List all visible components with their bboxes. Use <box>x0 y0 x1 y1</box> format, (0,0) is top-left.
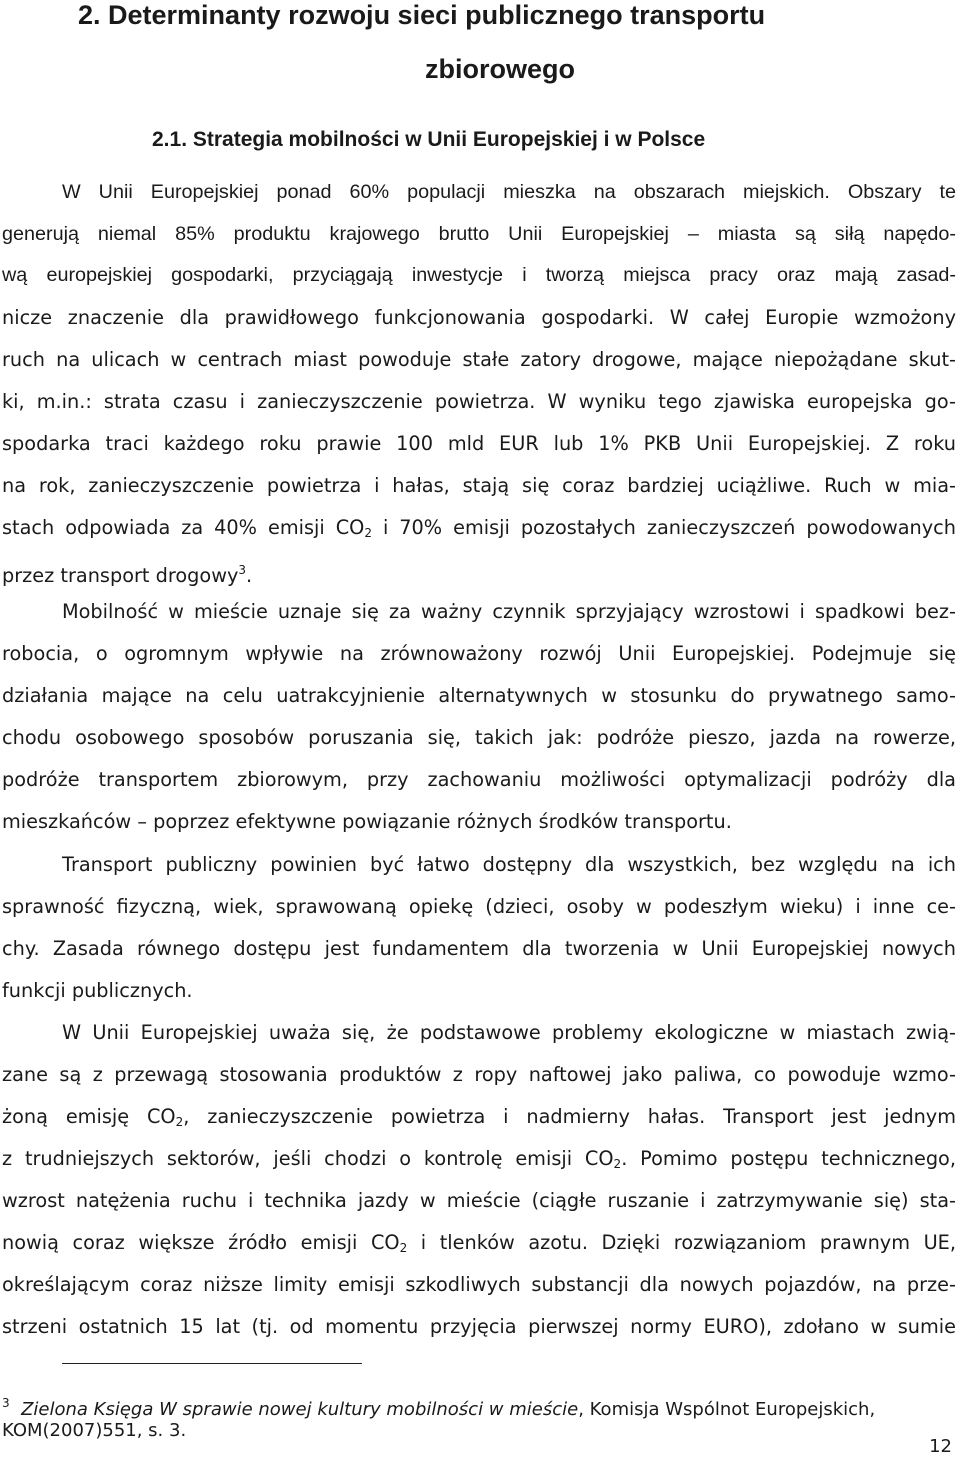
text-span: i 70% emisji pozostałych zanieczyszczeń powodowanych <box>371 516 956 539</box>
body-line: wzrost natężenia ruchu i technika jazdy w mieście (ciągłe ruszanie i zatrzymywanie się) sta- <box>2 1189 956 1212</box>
body-line: na rok, zanieczyszczenie powietrza i hałas, stają się coraz bardziej uciążliwe. Ruch w mia- <box>2 474 956 497</box>
footnote-separator <box>62 1363 362 1364</box>
footnote-line: KOM(2007)551, s. 3. <box>2 1420 187 1441</box>
text-span: . Pomimo postępu technicznego, <box>621 1147 956 1170</box>
body-line: nicze znaczenie dla prawidłowego funkcjonowania gospodarki. W całej Europie wzmożony <box>2 306 956 329</box>
footnote-ref: 3 <box>238 563 247 577</box>
page-number: 12 <box>929 1436 952 1457</box>
text-span: przez transport drogowy <box>2 564 239 587</box>
body-line: sprawność fizyczną, wiek, sprawowaną opiekę (dzieci, osoby w podeszłym wieku) i inne ce- <box>2 895 956 918</box>
body-line: mieszkańców – poprzez efektywne powiązanie różnych środków transportu. <box>2 810 732 833</box>
body-line <box>2 508 956 553</box>
body-line: W Unii Europejskiej ponad 60% populacji mieszka na obszarach miejskich. Obszary te <box>62 181 956 203</box>
body-line <box>2 550 956 596</box>
body-line: zane są z przewagą stosowania produktów z ropy naftowej jako paliwa, co powoduje wzmo- <box>2 1063 956 1086</box>
body-line: ki, m.in.: strata czasu i zanieczyszczenie powietrza. W wyniku tego zjawiska europejska go- <box>2 390 956 413</box>
text-span: żoną emisję CO <box>2 1105 176 1128</box>
body-line: generują niemal 85% produktu krajowego brutto Unii Europejskiej – miasta są siłą napędo- <box>2 223 956 245</box>
footnote-text: , Komisja Wspólnot Europejskich, <box>578 1399 876 1420</box>
body-line: strzeni ostatnich 15 lat (tj. od momentu przyjęcia pierwszej normy EURO), zdołano w sumie <box>2 1315 956 1338</box>
body-line: wą europejskiej gospodarki, przyciągają inwestycje i tworzą miejsca pracy oraz mają zasad- <box>2 264 956 286</box>
body-line: Transport publiczny powinien być łatwo dostępny dla wszystkich, bez względu na ich <box>62 853 956 876</box>
body-line: działania mające na celu uatrakcyjnienie alternatywnych w stosunku do prywatnego samo- <box>2 684 956 707</box>
footnote-title: Zielona Księga W sprawie nowej kultury mobilności w mieście <box>21 1399 579 1420</box>
body-line: funkcji publicznych. <box>2 979 193 1002</box>
subscript: 2 <box>364 526 372 540</box>
text-span: nowią coraz większe źródło emisji CO <box>2 1231 400 1254</box>
body-line: chodu osobowego sposobów poruszania się, takich jak: podróże pieszo, jazda na rowerze, <box>2 726 956 749</box>
body-line <box>2 1139 956 1184</box>
subscript: 2 <box>613 1157 622 1171</box>
body-line: W Unii Europejskiej uważa się, że podstawowe problemy ekologiczne w miastach zwią- <box>62 1021 956 1044</box>
chapter-title-cont: zbiorowego <box>425 54 575 84</box>
text-span: stach odpowiada za 40% emisji CO <box>2 516 365 539</box>
body-line <box>2 1223 956 1268</box>
body-line <box>2 1097 956 1142</box>
text-span: , zanieczyszczenie powietrza i nadmierny hałas. Transport jest jednym <box>183 1105 956 1128</box>
body-line: spodarka traci każdego roku prawie 100 mld EUR lub 1% PKB Unii Europejskiej. Z roku <box>2 432 956 455</box>
body-line: Mobilność w mieście uznaje się za ważny czynnik sprzyjający wzrostowi i spadkowi bez- <box>62 600 956 623</box>
text-span: . <box>246 564 253 587</box>
footnote-marker: 3 <box>2 1396 10 1410</box>
subscript: 2 <box>175 1115 184 1129</box>
text-span: i tlenków azotu. Dzięki rozwiązaniom prawnym UE, <box>407 1231 956 1254</box>
section-title: 2.1. Strategia mobilności w Unii Europejskiej i w Polsce <box>152 128 706 151</box>
text-span: z trudniejszych sektorów, jeśli chodzi o kontrolę emisji CO <box>2 1147 614 1170</box>
body-line: robocia, o ogromnym wpływie na zrównoważony rozwój Unii Europejskiej. Podejmuje się <box>2 642 956 665</box>
body-line: ruch na ulicach w centrach miast powoduje stałe zatory drogowe, mające niepożądane skut- <box>2 348 956 371</box>
body-line: podróże transportem zbiorowym, przy zachowaniu możliwości optymalizacji podróży dla <box>2 768 956 791</box>
chapter-title: 2. Determinanty rozwoju sieci publicznego transportu <box>78 0 766 30</box>
body-line: chy. Zasada równego dostępu jest fundamentem dla tworzenia w Unii Europejskiej nowych <box>2 937 956 960</box>
subscript: 2 <box>399 1241 408 1255</box>
body-line: określającym coraz niższe limity emisji szkodliwych substancji dla nowych pojazdów, na prze- <box>2 1273 956 1296</box>
